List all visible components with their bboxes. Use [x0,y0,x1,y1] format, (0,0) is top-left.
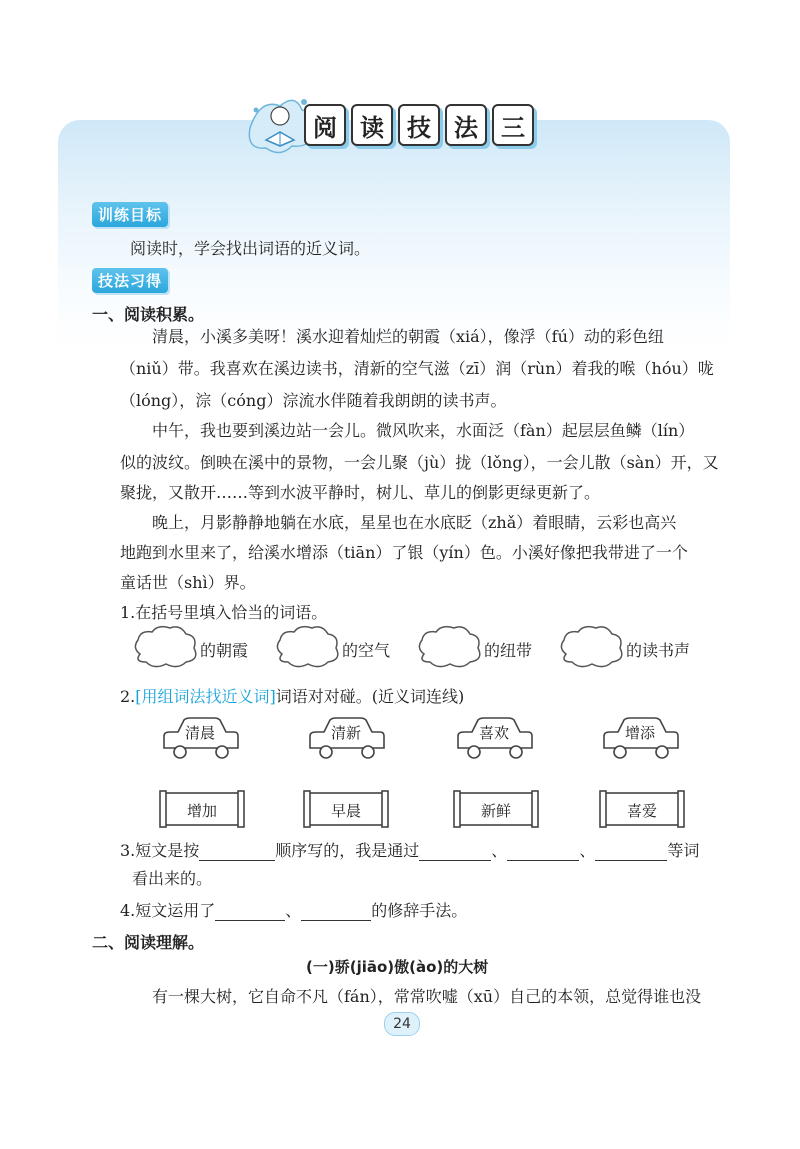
cloud-answer-box[interactable] [414,624,484,670]
q1-item: 的读书声 [626,641,691,660]
car-word: 增添 [624,724,655,742]
part1-heading: 一、阅读积累。 [92,305,205,324]
q4-prompt [120,898,467,921]
passage-line: 聚拢，又散开……等到水波平静时，树儿、草儿的倒影更绿更新了。 [120,483,601,502]
page-number: 24 [384,1012,420,1036]
q2-prompt [120,684,464,707]
q3-text-b: 顺序写的，我是通过 [275,841,420,860]
q1-item: 的空气 [342,641,391,660]
q3-blank-order[interactable] [199,842,275,861]
passage-line: （lóng），淙（cóng）淙流水伴随着我朗朗的读书声。 [120,391,507,410]
training-goal-tag: 训练目标 [92,202,168,227]
q4-text-b: 的修辞手法。 [371,901,468,920]
title-char: 技 [398,104,440,146]
story-first-line: 有一棵大树，它自命不凡（fán），常常吹嘘（xū）自己的本领，总觉得谁也没 [152,987,702,1006]
scroll-word: 喜爱 [626,802,657,820]
q2-number: 2. [120,687,136,706]
q3-continuation: 看出来的。 [132,869,213,888]
car-word: 清晨 [184,724,215,742]
story-title: (一)骄(jiāo)傲(ào)的大树 [306,958,489,976]
q4-blank-2[interactable] [301,902,371,921]
passage-line: 晚上，月影静静地躺在水底，星星也在水底眨（zhǎ）着眼睛，云彩也高兴 [152,513,677,532]
lesson-title [240,88,560,158]
q2-text: 词语对对碰。(近义词连线) [275,687,465,706]
passage-line: 似的波纹。倒映在溪中的景物，一会儿聚（jù）拢（lǒng），一会儿散（sàn）开，又 [120,453,719,472]
title-char: 阅 [304,104,346,146]
car-word: 清新 [330,724,361,742]
q3-text-c: 等词 [667,841,700,860]
car-word: 喜欢 [478,724,509,742]
q4-separator: 、 [285,901,302,920]
passage-line: 中午，我也要到溪边站一会儿。微风吹来，水面泛（fàn）起层层鱼鳞（lín） [152,421,695,440]
q4-text-a: 4.短文运用了 [120,901,216,920]
passage-line: （niǔ）带。我喜欢在溪边读书，清新的空气滋（zī）润（rùn）着我的喉（hóu）咙 [120,359,714,378]
scroll-word: 新鲜 [480,802,511,820]
q3-separator: 、 [491,841,508,860]
cloud-answer-box[interactable] [556,624,626,670]
scroll-word: 早晨 [330,802,361,820]
q1-item: 的纽带 [484,641,533,660]
q1-prompt: 1.在括号里填入恰当的词语。 [120,603,328,622]
q3-blank-word-1[interactable] [419,842,491,861]
title-char: 读 [351,104,393,146]
passage-line: 清晨，小溪多美呀！溪水迎着灿烂的朝霞（xiá），像浮（fú）动的彩色纽 [152,327,664,346]
q3-separator: 、 [579,841,596,860]
cloud-answer-box[interactable] [272,624,342,670]
q3-prompt [120,838,699,861]
title-char: 三 [492,104,534,146]
title-char: 法 [445,104,487,146]
part2-heading: 二、阅读理解。 [92,933,205,952]
method-tag: 技法习得 [92,268,168,293]
q2-method-hint: [用组词法找近义词] [135,687,276,706]
scroll-word: 增加 [186,802,217,820]
cloud-answer-box[interactable] [130,624,200,670]
goal-text: 阅读时，学会找出词语的近义词。 [130,239,371,258]
passage-line: 地跑到水里来了，给溪水增添（tiān）了银（yín）色。小溪好像把我带进了一个 [120,543,688,562]
q4-blank-1[interactable] [215,902,285,921]
q3-blank-word-2[interactable] [507,842,579,861]
q1-item: 的朝霞 [200,641,249,660]
passage-line: 童话世（shì）界。 [120,573,256,592]
q3-text-a: 3.短文是按 [120,841,200,860]
q3-blank-word-3[interactable] [595,842,667,861]
